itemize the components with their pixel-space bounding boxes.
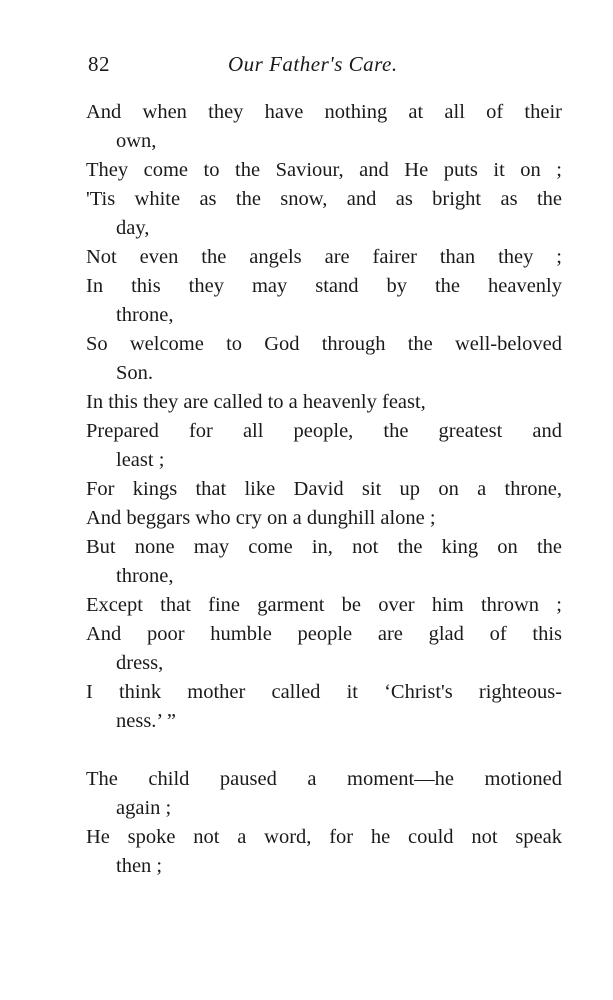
verse-line: In this they are called to a heavenly feast, — [86, 391, 426, 413]
stanza — [86, 98, 562, 736]
verse-line: Prepared for all people, the greatest and — [86, 420, 562, 442]
verse-line: For kings that like David sit up on a throne, — [86, 478, 562, 500]
verse-line-continuation: dress, — [116, 652, 164, 674]
verse-line: Except that fine garment be over him thrown ; — [86, 594, 562, 616]
stanza — [86, 765, 562, 881]
verse-line: He spoke not a word, for he could not speak — [86, 826, 562, 848]
verse-line: Not even the angels are fairer than they ; — [86, 246, 562, 268]
verse-line: I think mother called it ‘Christ's righteous- — [86, 681, 562, 703]
page-header — [88, 52, 558, 82]
verse-line-continuation: ness.’ ” — [116, 710, 176, 732]
page-number: 82 — [88, 52, 110, 76]
verse-line: And poor humble people are glad of this — [86, 623, 562, 645]
verse-line: In this they may stand by the heavenly — [86, 275, 562, 297]
verse-line-continuation: day, — [116, 217, 150, 239]
verse-line: 'Tis white as the snow, and as bright as the — [86, 188, 562, 210]
verse-line: The child paused a moment—he motioned — [86, 768, 562, 790]
verse-line: So welcome to God through the well-beloved — [86, 333, 562, 355]
verse-line: But none may come in, not the king on the — [86, 536, 562, 558]
verse-line-continuation: again ; — [116, 797, 172, 819]
verse-line-continuation: least ; — [116, 449, 165, 471]
verse-line-continuation: own, — [116, 130, 157, 152]
verse-line-continuation: throne, — [116, 304, 174, 326]
verse-line: And beggars who cry on a dunghill alone ; — [86, 507, 436, 529]
verse-line-continuation: Son. — [116, 362, 154, 384]
poem-body — [86, 98, 562, 881]
running-title: Our Father's Care. — [228, 52, 398, 76]
verse-line-continuation: then ; — [116, 855, 163, 877]
verse-line-continuation: throne, — [116, 565, 174, 587]
verse-line: They come to the Saviour, and He puts it on ; — [86, 159, 562, 181]
verse-line: And when they have nothing at all of their — [86, 101, 562, 123]
